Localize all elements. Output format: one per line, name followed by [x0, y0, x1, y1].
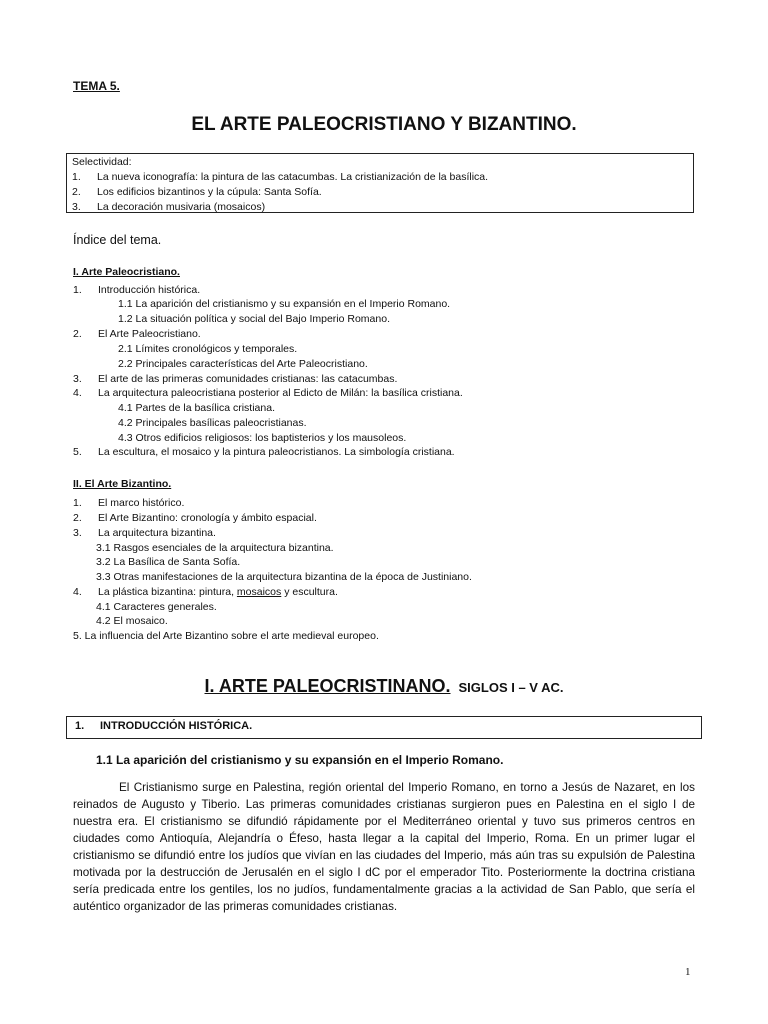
part-title	[0, 676, 768, 697]
index-line: 2.2 Principales características del Arte Paleocristiano.	[118, 358, 368, 370]
index-line: 2. El Arte Paleocristiano.	[73, 328, 201, 340]
index-line: 4.2 El mosaico.	[96, 615, 168, 627]
part1-heading: I. Arte Paleocristiano.	[73, 266, 180, 278]
selectividad-item: 1. La nueva iconografía: la pintura de las catacumbas. La cristianización de la basílica.	[72, 171, 489, 183]
index-line: 3.1 Rasgos esenciales de la arquitectura bizantina.	[96, 542, 334, 554]
section-number: 1.	[75, 720, 85, 732]
index-line: 2. El Arte Bizantino: cronología y ámbito espacial.	[73, 512, 317, 524]
index-line: 3.3 Otras manifestaciones de la arquitectura bizantina de la época de Justiniano.	[96, 571, 472, 583]
tema-label: TEMA 5.	[73, 79, 120, 93]
selectividad-label: Selectividad:	[72, 156, 132, 168]
index-line: 5. La influencia del Arte Bizantino sobre el arte medieval europeo.	[73, 630, 379, 642]
index-line: 3. El arte de las primeras comunidades cristianas: las catacumbas.	[73, 373, 398, 385]
index-line: 3. La arquitectura bizantina.	[73, 527, 216, 539]
part2-heading: II. El Arte Bizantino.	[73, 478, 172, 490]
section-title: INTRODUCCIÓN HISTÓRICA.	[100, 720, 253, 732]
subsection-title: 1.1 La aparición del cristianismo y su expansión en el Imperio Romano.	[96, 753, 504, 767]
selectividad-item: 3. La decoración musivaria (mosaicos)	[72, 201, 266, 213]
index-line: 4.2 Principales basílicas paleocristianas.	[118, 417, 307, 429]
index-line: 3.2 La Basílica de Santa Sofía.	[96, 556, 241, 568]
index-line: 4.3 Otros edificios religiosos: los baptisterios y los mausoleos.	[118, 432, 407, 444]
index-line: 1. El marco histórico.	[73, 497, 185, 509]
index-line: 1. Introducción histórica.	[73, 284, 201, 296]
index-line: 1.2 La situación política y social del Bajo Imperio Romano.	[118, 313, 390, 325]
index-line: 4. La plástica bizantina: pintura, mosaicos y escultura.	[73, 586, 338, 598]
indice-title: Índice del tema.	[73, 233, 162, 247]
selectividad-box	[66, 153, 694, 213]
part-title-main: I. ARTE PALEOCRISTINANO.	[204, 676, 451, 696]
mosaicos-link: mosaicos	[236, 586, 282, 598]
index-line: 2.1 Límites cronológicos y temporales.	[118, 343, 298, 355]
body-paragraph: El Cristianismo surge en Palestina, región oriental del Imperio Romano, en torno a Jesús de Nazaret, en los reinados de Augusto y Tiberio. Las primeras comunidades cristianas surgieron pues en Palestina en el siglo I de nuestra era. El cristianismo se difundió rápidamente por el Mediterráneo oriental y tuvo sus primeros centros en ciudades como Antioquía, Alejandría o Éfeso, hasta llegar a la capital del Imperio, Roma. En un primer lugar el cristianismo se difundió entre los judíos que vivían en las ciudades del Imperio, más aún tras su expulsión de Palestina motivada por la destrucción de Jerusalén en el siglo I dC por el emperador Tito. Posteriormente la doctrina cristiana sería predicada entre los gentiles, los no judíos, fundamentalmente gracias a la actividad de San Pablo, que sería el auténtico organizador de las primeras comunidades cristianas.	[73, 781, 695, 913]
page-number: 1	[685, 966, 691, 978]
index-line: 4.1 Caracteres generales.	[96, 601, 217, 613]
page-title: EL ARTE PALEOCRISTIANO Y BIZANTINO.	[191, 114, 577, 135]
index-line: 4.1 Partes de la basílica cristiana.	[118, 402, 275, 414]
index-line: 5. La escultura, el mosaico y la pintura paleocristianos. La simbología cristiana.	[73, 446, 455, 458]
index-line: 1.1 La aparición del cristianismo y su expansión en el Imperio Romano.	[118, 298, 451, 310]
section-heading-box	[66, 716, 702, 739]
index-line: 4. La arquitectura paleocristiana posterior al Edicto de Milán: la basílica cristiana.	[73, 387, 463, 399]
part-title-sub: SIGLOS I – V AC.	[458, 680, 564, 695]
selectividad-item: 2. Los edificios bizantinos y la cúpula: Santa Sofía.	[72, 186, 322, 198]
